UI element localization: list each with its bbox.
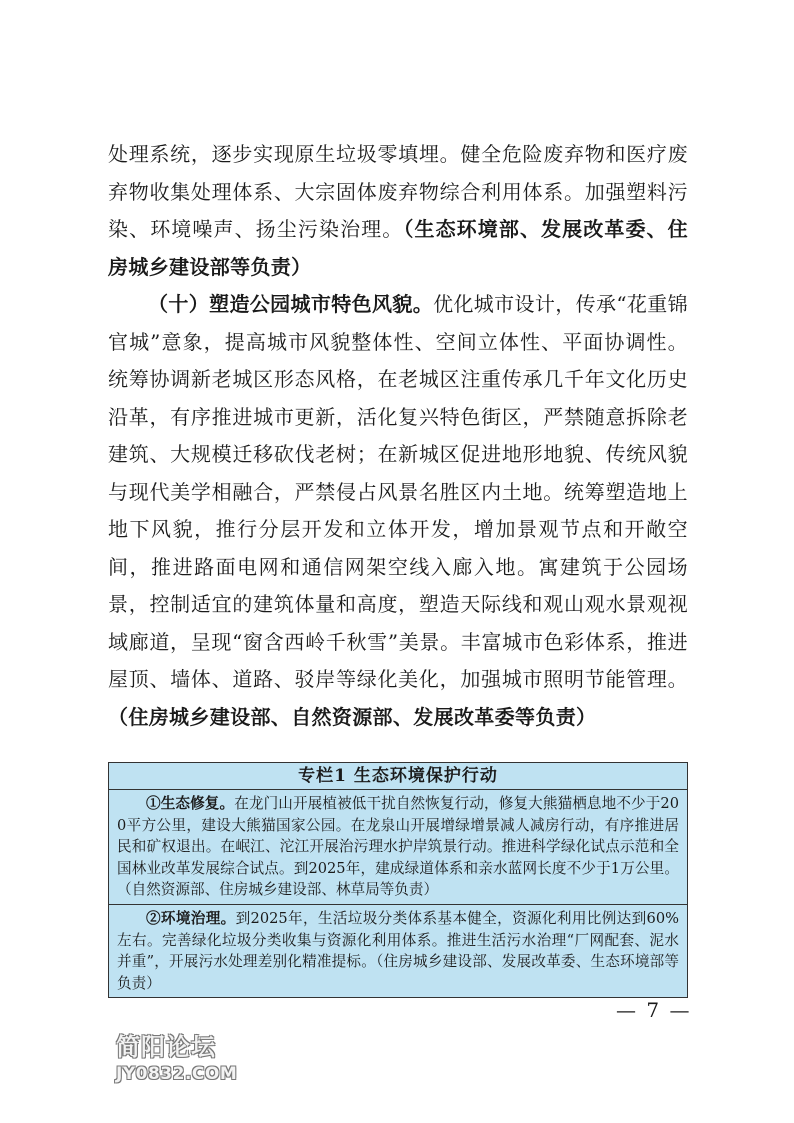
page-number: — 7 —: [616, 998, 692, 1022]
column-item-text: 在龙门山开展植被低干扰自然恢复行动，修复大熊猫栖息地不少于200平方公里，建设大熊猫国家公园。在龙泉山开展增绿增景减人减房行动，有序推进居民和矿权退出。在岷江、沱江开展治污理水护岸筑景行动。推进科学绿化试点示范和全国林业改革发展综合试点。到2025年，建成绿道体系和亲水蓝网长度不少于1万公里。（自然资源部、住房城乡建设部、林草局等负责）: [117, 795, 679, 899]
watermark-logo-text: 简阳论坛: [116, 1033, 216, 1061]
paragraph-text: 处理系统，逐步实现原生垃圾零填埋。健全危险废弃物和医疗废弃物收集处理体系、大宗固体废弃物综合利用体系。加强塑料污染、环境噪声、扬尘污染治理。: [108, 142, 688, 241]
column-item-text: 到2025年，生活垃圾分类体系基本健全，资源化利用比例达到60%左右。完善绿化垃圾分类收集与资源化利用体系。推进生活污水治理“厂网配套、泥水并重”，开展污水处理差别化精准提标。（住房城乡建设部、发展改革委、生态环境部等负责）: [117, 909, 679, 992]
responsibility-note: （住房城乡建设部、自然资源部、发展改革委等负责）: [108, 704, 597, 729]
column-item-environmental-governance: [109, 904, 687, 997]
column-item-lead: ②环境治理。: [146, 909, 236, 927]
forum-watermark-logo: [116, 1027, 238, 1087]
column-box: [108, 762, 688, 998]
column-item-ecological-restoration: [109, 790, 687, 904]
paragraph-park-city: [108, 286, 688, 736]
responsibility-note: （生态环境部、发展改革委、住房城乡建设部等负责）: [108, 217, 688, 279]
paragraph-waste-treatment: [108, 136, 688, 286]
column-item-lead: ①生态修复。: [146, 795, 235, 812]
body-text: [108, 136, 688, 736]
section-heading: （十）塑造公园城市特色风貌。: [148, 292, 434, 316]
column-box-title: 专栏1 生态环境保护行动: [109, 763, 687, 790]
paragraph-text: 优化城市设计，传承“花重锦官城”意象，提高城市风貌整体性、空间立体性、平面协调性。统筹协调新老城区形态风格，在老城区注重传承几千年文化历史沿革，有序推进城市更新，活化复兴特色街区，严禁随意拆除老建筑、大规模迁移砍伐老树；在新城区促进地形地貌、传统风貌与现代美学相融合，严禁侵占风景名胜区内土地。统筹塑造地上地下风貌，推行分层开发和立体开发，增加景观节点和开敞空间，推进路面电网和通信网架空线入廊入地。寓建筑于公园场景，控制适宜的建筑体量和高度，塑造天际线和观山观水景观视域廊道，呈现“窗含西岭千秋雪”美景。丰富城市色彩体系，推进屋顶、墙体、道路、驳岸等绿化美化，加强城市照明节能管理。: [108, 292, 688, 691]
watermark-site-text: JY0832.COM: [116, 1064, 238, 1084]
